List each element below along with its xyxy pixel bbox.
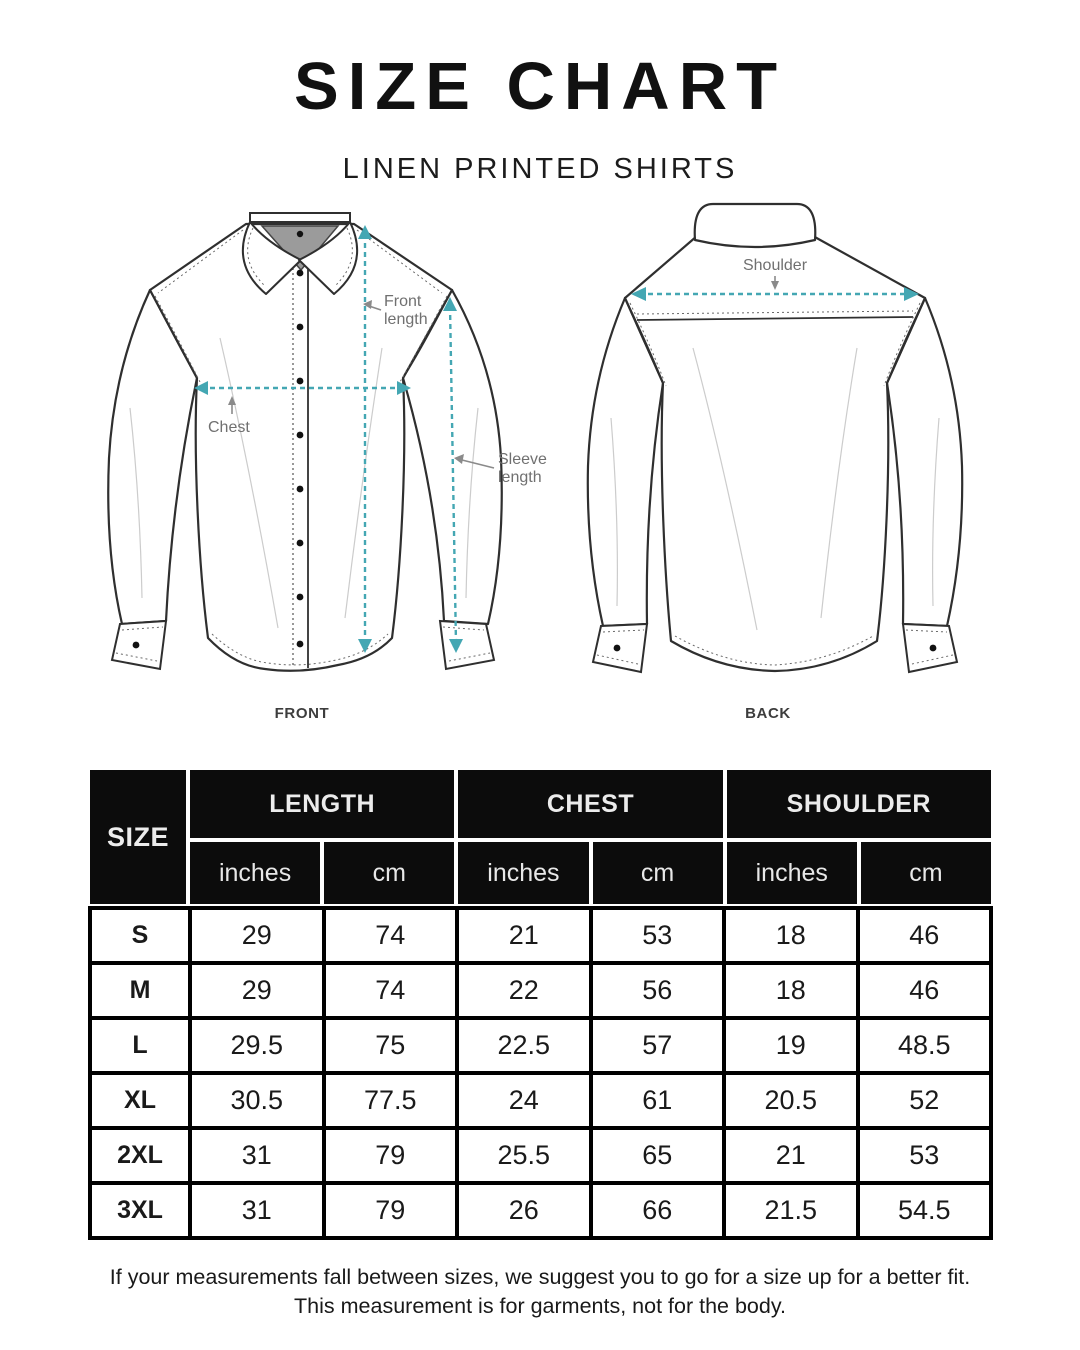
measurement-value: 54.5 <box>858 1183 992 1238</box>
measurement-value: 56 <box>591 963 725 1018</box>
back-collar <box>695 204 816 247</box>
measurement-value: 25.5 <box>457 1128 591 1183</box>
footer-line-2: This measurement is for garments, not for the body. <box>294 1294 786 1318</box>
table-body <box>88 906 993 1240</box>
measurement-value: 31 <box>190 1128 324 1183</box>
measurement-value: 22 <box>457 963 591 1018</box>
measurement-value: 46 <box>858 963 992 1018</box>
page-title: SIZE CHART <box>294 49 786 124</box>
measurement-value: 26 <box>457 1183 591 1238</box>
size-label-2XL: 2XL <box>90 1128 190 1183</box>
back-shirt-illustration <box>585 198 965 698</box>
measurement-value: 77.5 <box>324 1073 458 1128</box>
measurement-value: 61 <box>591 1073 725 1128</box>
measurement-value: 31 <box>190 1183 324 1238</box>
unit-header-cm-3: cm <box>591 840 725 906</box>
measurement-value: 22.5 <box>457 1018 591 1073</box>
measurement-value: 74 <box>324 908 458 963</box>
size-label-L: L <box>90 1018 190 1073</box>
back-body <box>625 236 925 671</box>
chest-group-header: CHEST <box>456 768 724 840</box>
left-cuff-button <box>133 642 140 649</box>
measurement-value: 18 <box>724 908 858 963</box>
unit-header-cm-5: cm <box>859 840 993 906</box>
size-label-3XL: 3XL <box>90 1183 190 1238</box>
measurement-value: 74 <box>324 963 458 1018</box>
length-group-header: LENGTH <box>188 768 456 840</box>
unit-header-inches-0: inches <box>188 840 322 906</box>
size-table <box>88 768 993 1240</box>
page-subtitle: LINEN PRINTED SHIRTS <box>342 153 738 185</box>
measurement-value: 21 <box>457 908 591 963</box>
front-length-label-line2: length <box>384 311 428 328</box>
measurement-value: 21.5 <box>724 1183 858 1238</box>
measurement-value: 19 <box>724 1018 858 1073</box>
sleeve-length-label-line1: Sleeve <box>498 451 547 468</box>
measurement-value: 66 <box>591 1183 725 1238</box>
size-label-S: S <box>90 908 190 963</box>
front-right-cuff <box>440 621 494 669</box>
back-right-cuff-button <box>930 645 937 652</box>
back-caption: BACK <box>745 705 791 722</box>
measurement-value: 21 <box>724 1128 858 1183</box>
measurement-value: 29 <box>190 908 324 963</box>
front-body <box>150 224 452 671</box>
measurement-value: 30.5 <box>190 1073 324 1128</box>
measurement-value: 48.5 <box>858 1018 992 1073</box>
back-left-cuff-button <box>614 645 621 652</box>
front-caption: FRONT <box>274 705 330 722</box>
measurement-value: 53 <box>591 908 725 963</box>
unit-header-inches-2: inches <box>456 840 590 906</box>
measurement-value: 20.5 <box>724 1073 858 1128</box>
measurement-value: 79 <box>324 1128 458 1183</box>
shoulder-group-header: SHOULDER <box>725 768 993 840</box>
size-label-M: M <box>90 963 190 1018</box>
measurement-value: 57 <box>591 1018 725 1073</box>
measurement-value: 18 <box>724 963 858 1018</box>
table-header <box>88 768 993 906</box>
size-label-XL: XL <box>90 1073 190 1128</box>
measurement-value: 75 <box>324 1018 458 1073</box>
measurement-value: 24 <box>457 1073 591 1128</box>
measurement-value: 29.5 <box>190 1018 324 1073</box>
unit-header-inches-4: inches <box>725 840 859 906</box>
chest-label: Chest <box>208 419 250 436</box>
measurement-value: 46 <box>858 908 992 963</box>
measurement-value: 29 <box>190 963 324 1018</box>
measurement-value: 53 <box>858 1128 992 1183</box>
shoulder-label: Shoulder <box>742 257 808 274</box>
front-shirt-illustration <box>100 198 560 698</box>
front-length-label-line1: Front <box>384 293 422 310</box>
measurement-value: 79 <box>324 1183 458 1238</box>
sleeve-length-label-line2: length <box>498 469 542 486</box>
footer-note <box>0 1263 1080 1321</box>
measurement-value: 65 <box>591 1128 725 1183</box>
footer-line-1: If your measurements fall between sizes, we suggest you to go for a size up for a better fit. <box>109 1265 971 1289</box>
size-column-header: SIZE <box>88 768 188 906</box>
collar-band <box>250 213 350 222</box>
unit-header-cm-1: cm <box>322 840 456 906</box>
measurement-value: 52 <box>858 1073 992 1128</box>
